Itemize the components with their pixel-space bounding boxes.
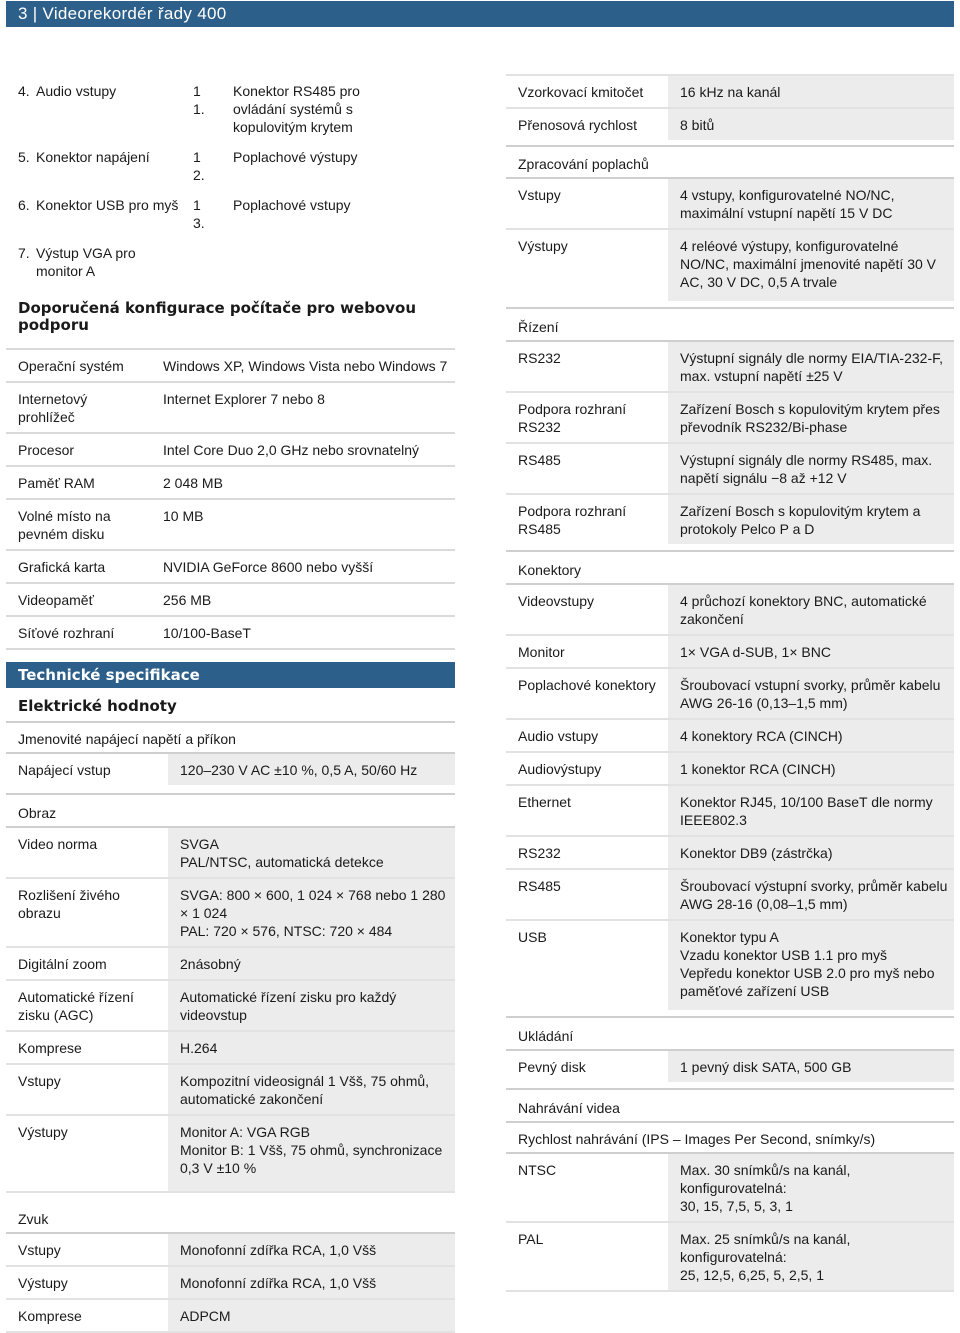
spec-label: Podpora rozhraní RS485	[518, 503, 627, 537]
spec-label: Audiovýstupy	[518, 761, 602, 777]
spec-label: Výstupy	[18, 1124, 68, 1140]
table-row	[506, 179, 954, 230]
recording-section-title: Nahrávání videa	[506, 1088, 954, 1123]
legend-name: Poplachové vstupy	[233, 197, 351, 213]
spec-label: Volné místo na pevném disku	[18, 508, 111, 542]
spec-value: Max. 25 snímků/s na kanál, konfigurovatelná: 25, 12,5, 6,25, 5, 2,5, 1	[668, 1223, 954, 1290]
spec-value: SVGA: 800 × 600, 1 024 × 768 nebo 1 280 × 1 024 PAL: 720 × 576, NTSC: 720 × 484	[168, 879, 455, 946]
spec-label: Komprese	[18, 1308, 82, 1324]
legend-name: Poplachové výstupy	[233, 149, 358, 165]
spec-value: Konektor typu A Vzadu konektor USB 1.1 pro myš Vepředu konektor USB 2.0 pro myš nebo paměťové zařízení USB	[668, 921, 954, 1010]
table-row	[6, 1065, 455, 1116]
legend-item	[6, 136, 455, 184]
table-row	[6, 551, 455, 584]
spec-label: Pevný disk	[518, 1059, 586, 1075]
legend-item	[6, 184, 455, 232]
connector-legend	[6, 74, 455, 280]
storage-section-title: Ukládání	[506, 1016, 954, 1051]
table-row	[6, 617, 455, 650]
spec-label: Paměť RAM	[18, 475, 95, 491]
spec-label: Poplachové konektory	[518, 677, 656, 693]
table-row	[506, 585, 954, 636]
table-row	[6, 1032, 455, 1065]
right-column	[506, 74, 954, 1292]
legend-number: 5.	[18, 149, 30, 165]
spec-label: Audio vstupy	[518, 728, 599, 744]
legend-name: Konektor RS485 pro ovládání systémů s kopulovitým krytem	[233, 83, 360, 135]
table-row	[506, 1154, 954, 1223]
spec-label: Komprese	[18, 1040, 82, 1056]
spec-value: H.264	[168, 1032, 455, 1063]
table-row	[506, 720, 954, 753]
table-row	[6, 383, 455, 434]
spec-value: Windows XP, Windows Vista nebo Windows 7	[163, 358, 448, 374]
spec-value: Konektor RJ45, 10/100 BaseT dle normy IEEE802.3	[668, 786, 954, 835]
tech-spec-title: Technické specifikace	[6, 662, 455, 688]
spec-value: Výstupní signály dle normy EIA/TIA-232-F, max. vstupní napětí ±25 V	[668, 342, 954, 391]
spec-label: Výstupy	[18, 1275, 68, 1291]
spec-label: Video norma	[18, 836, 98, 852]
spec-value: Max. 30 snímků/s na kanál, konfigurovatelná: 30, 15, 7,5, 5, 3, 1	[668, 1154, 954, 1221]
table-row	[506, 669, 954, 720]
legend-number: 1 3.	[193, 197, 205, 231]
table-row	[6, 754, 455, 785]
table-row	[506, 870, 954, 921]
spec-label: RS485	[518, 452, 561, 468]
spec-value: Šroubovací vstupní svorky, průměr kabelu AWG 26-16 (0,13–1,5 mm)	[668, 669, 954, 718]
spec-label: Vstupy	[518, 187, 561, 203]
spec-value: ADPCM	[168, 1300, 455, 1331]
spec-value: 10/100-BaseT	[163, 625, 251, 641]
table-row	[506, 495, 954, 544]
spec-label: Procesor	[18, 442, 75, 458]
spec-label: Rozlišení živého obrazu	[18, 887, 120, 921]
spec-value: Zařízení Bosch s kopulovitým krytem přes převodník RS232/Bi-phase	[668, 393, 954, 442]
legend-number: 4.	[18, 83, 30, 99]
spec-value: Monofonní zdířka RCA, 1,0 Všš	[168, 1234, 455, 1265]
spec-value: 10 MB	[163, 508, 204, 524]
pc-config-table	[6, 348, 455, 650]
spec-label: Operační systém	[18, 358, 124, 374]
table-row	[6, 1267, 455, 1300]
power-section-title: Jmenovité napájecí napětí a příkon	[6, 723, 455, 754]
spec-label: Vzorkovací kmitočet	[518, 84, 644, 100]
spec-label: Podpora rozhraní RS232	[518, 401, 627, 435]
spec-value: Výstupní signály dle normy RS485, max. napětí signálu −8 až +12 V	[668, 444, 954, 493]
table-row	[506, 444, 954, 495]
spec-value: 4 konektory RCA (CINCH)	[668, 720, 954, 751]
spec-label: Videovstupy	[518, 593, 595, 609]
spec-label: RS485	[518, 878, 561, 894]
spec-label: Výstupy	[518, 238, 568, 254]
spec-label: Automatické řízení zisku (AGC)	[18, 989, 134, 1023]
table-row	[506, 837, 954, 870]
spec-label: RS232	[518, 350, 561, 366]
table-row	[506, 921, 954, 1010]
spec-value: Kompozitní videosignál 1 Všš, 75 ohmů, automatické zakončení	[168, 1065, 455, 1114]
spec-label: Vstupy	[18, 1242, 61, 1258]
legend-number: 1 2.	[193, 149, 205, 183]
table-row	[6, 879, 455, 948]
table-row	[506, 636, 954, 669]
legend-number: 6.	[18, 197, 30, 213]
pc-config-title: Doporučená konfigurace počítače pro webovou podporu	[18, 299, 417, 334]
connectors-section-title: Konektory	[506, 550, 954, 585]
spec-label: Videopaměť	[18, 592, 94, 608]
table-row	[6, 1234, 455, 1267]
spec-label: Přenosová rychlost	[518, 117, 638, 133]
table-row	[506, 1051, 954, 1082]
spec-value: Automatické řízení zisku pro každý videovstup	[168, 981, 455, 1030]
legend-name: Výstup VGA pro monitor A	[36, 245, 136, 279]
table-row	[506, 1223, 954, 1292]
page-header	[6, 1, 954, 27]
legend-item	[6, 74, 455, 136]
spec-value: 1 konektor RCA (CINCH)	[668, 753, 954, 784]
spec-value: NVIDIA GeForce 8600 nebo vyšší	[163, 559, 374, 575]
spec-label: PAL	[518, 1231, 544, 1247]
spec-label: Internetový prohlížeč	[18, 391, 88, 425]
spec-value: 16 kHz na kanál	[668, 76, 954, 107]
left-column	[6, 74, 455, 1333]
spec-label: Vstupy	[18, 1073, 61, 1089]
spec-value: 8 bitů	[668, 109, 954, 140]
spec-label: Síťové rozhraní	[18, 625, 115, 641]
header-title: 3 | Videorekordér řady 400	[18, 4, 227, 23]
table-row	[6, 584, 455, 617]
spec-value: Monitor A: VGA RGB Monitor B: 1 Všš, 75 ohmů, synchronizace 0,3 V ±10 %	[168, 1116, 455, 1191]
spec-value: Zařízení Bosch s kopulovitým krytem a protokoly Pelco P a D	[668, 495, 954, 544]
legend-name: Konektor USB pro myš	[36, 197, 179, 213]
spec-value: 4 reléové výstupy, konfigurovatelné NO/NC, maximální jmenovité napětí 30 V AC, 30 V DC, 0,5 A trvale	[668, 230, 954, 301]
spec-label: Monitor	[518, 644, 565, 660]
spec-label: Grafická karta	[18, 559, 106, 575]
spec-label: RS232	[518, 845, 561, 861]
table-row	[506, 230, 954, 301]
table-row	[506, 393, 954, 444]
spec-value: 4 průchozí konektory BNC, automatické zakončení	[668, 585, 954, 634]
spec-label: Napájecí vstup	[18, 762, 111, 778]
control-section-title: Řízení	[506, 307, 954, 342]
spec-value: 120–230 V AC ±10 %, 0,5 A, 50/60 Hz	[168, 754, 455, 785]
spec-value: 4 vstupy, konfigurovatelné NO/NC, maximální vstupní napětí 15 V DC	[668, 179, 954, 228]
spec-value: Konektor DB9 (zástrčka)	[668, 837, 954, 868]
electrical-title: Elektrické hodnoty	[18, 697, 177, 715]
spec-label: Digitální zoom	[18, 956, 107, 972]
table-row	[6, 500, 455, 551]
sound-section-title: Zvuk	[6, 1201, 455, 1234]
spec-value: Intel Core Duo 2,0 GHz nebo srovnatelný	[163, 442, 420, 458]
table-row	[506, 109, 954, 140]
legend-number: 7.	[18, 245, 30, 261]
table-row	[6, 467, 455, 500]
spec-label: Ethernet	[518, 794, 571, 810]
table-row	[6, 434, 455, 467]
table-row	[6, 828, 455, 879]
legend-item	[6, 232, 455, 280]
table-row	[506, 753, 954, 786]
recording-subtitle: Rychlost nahrávání (IPS – Images Per Second, snímky/s)	[506, 1123, 954, 1154]
legend-name: Konektor napájení	[36, 149, 150, 165]
table-row	[506, 342, 954, 393]
spec-value: 256 MB	[163, 592, 212, 608]
table-row	[6, 1116, 455, 1193]
alarm-section-title: Zpracování poplachů	[506, 145, 954, 179]
spec-value: 2 048 MB	[163, 475, 223, 491]
table-row	[6, 981, 455, 1032]
spec-value: 2násobný	[168, 948, 455, 979]
spec-label: USB	[518, 929, 547, 945]
table-row	[6, 350, 455, 383]
legend-number: 1 1.	[193, 83, 205, 117]
image-section-title: Obraz	[6, 793, 455, 828]
spec-value: Monofonní zdířka RCA, 1,0 Všš	[168, 1267, 455, 1298]
table-row	[506, 76, 954, 109]
spec-value: Šroubovací výstupní svorky, průměr kabelu AWG 28-16 (0,08–1,5 mm)	[668, 870, 954, 919]
spec-value: SVGA PAL/NTSC, automatická detekce	[168, 828, 455, 877]
table-row	[506, 786, 954, 837]
spec-value: 1 pevný disk SATA, 500 GB	[668, 1051, 954, 1082]
spec-value: 1× VGA d-SUB, 1× BNC	[668, 636, 954, 667]
spec-value: Internet Explorer 7 nebo 8	[163, 391, 325, 407]
legend-name: Audio vstupy	[36, 83, 117, 99]
spec-label: NTSC	[518, 1162, 557, 1178]
table-row	[6, 948, 455, 981]
